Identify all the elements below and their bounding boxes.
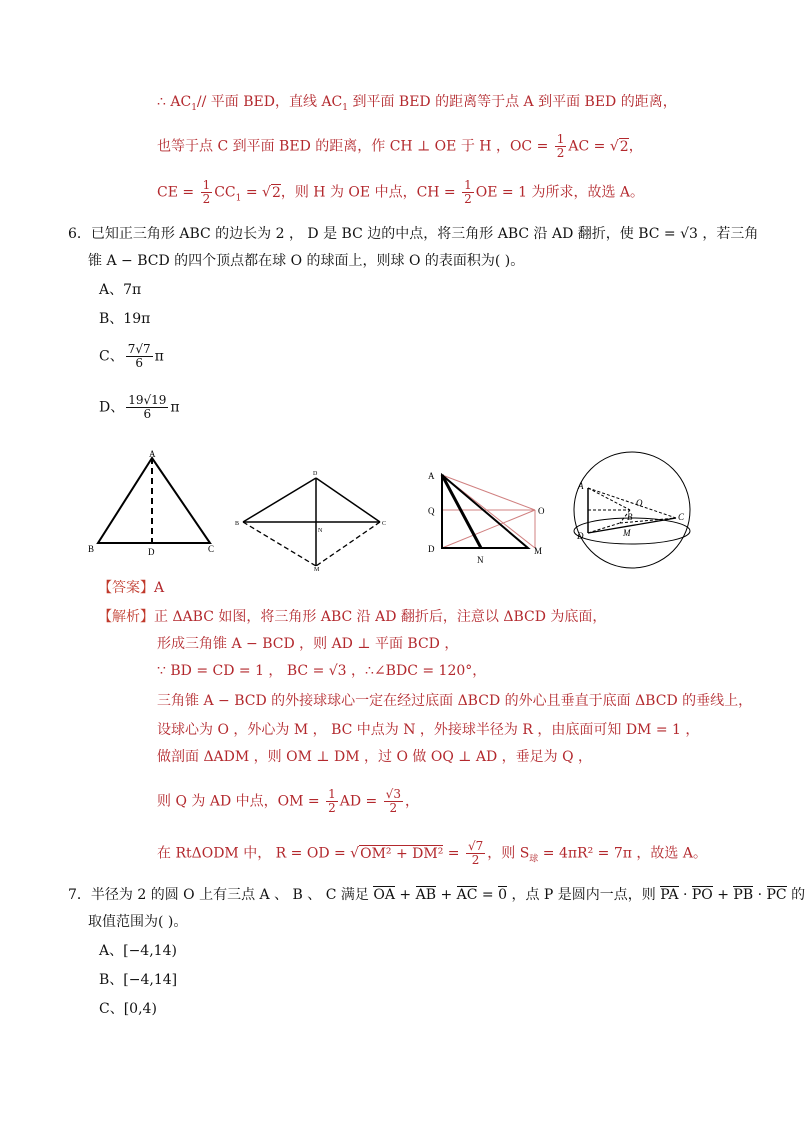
solution-line-2: 也等于点 C 到平面 BED 的距离，作 CH ⊥ OE 于 H ，OC = $\frac{1}{2}$ AC = √2，	[157, 132, 643, 160]
solution-line-3: CE = $\frac{1}{2}$ $CC_1 = √2$，则 H 为 OE 中点，CH = $\frac{1}{2}$ OE = 1 为所求，故选 A。	[157, 178, 645, 206]
fig2-label-c: C	[382, 521, 387, 527]
fig3-label-o: O	[538, 506, 545, 516]
q6-stem-line-1: 6．已知正三角形 ABC 的边长为 2 ， D 是 BC 边的中点，将三角形 ABC 沿 AD 翻折，使 BC = √3 ，若三角	[68, 226, 759, 242]
fig3-label-n: N	[477, 555, 484, 565]
fig4-label-a: A	[578, 481, 584, 491]
q7-stem-line-2: 取值范围为( )。	[88, 914, 188, 930]
fig1-label-a: A	[149, 449, 156, 459]
fig3-label-d: D	[428, 544, 435, 554]
figure-3-section	[428, 471, 545, 565]
q6-option-a: A、7π	[99, 282, 142, 298]
figure-1-triangle	[88, 449, 214, 557]
q6-analysis-2: 形成三角锥 A − BCD ，则 AD ⊥ 平面 BCD ，	[157, 636, 459, 652]
q7-option-c: C、[0,4)	[99, 1001, 157, 1017]
figure-4-sphere	[574, 452, 690, 568]
q6-figures	[80, 448, 720, 573]
q6-analysis-8: 在 RtΔODM 中， R = OD = √OM² + DM² = $\frac{√7}{2}$ ，则 $S_球 = 4\pi R^2 = 7\pi$ ，故选 A。	[157, 839, 707, 867]
fig1-label-d: D	[148, 547, 155, 557]
q6-option-b: B、19π	[99, 311, 151, 327]
fig3-label-a: A	[428, 471, 435, 481]
fig3-label-q: Q	[428, 506, 435, 516]
fig2-label-b: B	[235, 521, 240, 527]
fig2-label-m: M	[314, 567, 320, 573]
q6-analysis-6: 做剖面 ΔADM ，则 OM ⊥ DM ，过 O 做 OQ ⊥ AD ，垂足为 Q ，	[157, 749, 593, 765]
q7-stem-line-1: 7．半径为 2 的圆 O 上有三点 A 、 B 、 C 满足 OA + AB + AC = 0 ，点 P 是圆内一点，则 PA · PO + PB · PC 的	[68, 887, 805, 903]
fig4-label-m: M	[623, 528, 631, 538]
fig4-label-b: B	[627, 512, 633, 522]
q6-analysis-3: ∵ BD = CD = 1 ， BC = √3 ，∴∠BDC = 120°，	[157, 663, 487, 679]
q7-option-a: A、[−4,14)	[99, 943, 177, 959]
fig4-label-o: O	[636, 498, 643, 508]
q6-stem-line-2: 锥 A − BCD 的四个顶点都在球 O 的球面上，则球 O 的表面积为( )。	[88, 253, 525, 269]
fig4-label-c: C	[678, 512, 685, 522]
fig2-label-n: N	[318, 528, 323, 534]
fig1-label-b: B	[88, 544, 95, 554]
q6-analysis-1: 【解析】正 ΔABC 如图，将三角形 ABC 沿 AD 翻折后，注意以 ΔBCD 为底面，	[98, 609, 607, 625]
q6-analysis-7: 则 Q 为 AD 中点，OM = $\frac{1}{2}$ AD = $\frac{√3}{2}$ ，	[157, 787, 419, 815]
figure-2-rhombus	[235, 471, 386, 573]
q7-option-b: B、[−4,14]	[99, 972, 178, 988]
fig1-label-c: C	[208, 544, 215, 554]
solution-line-1: ∴ $AC_1//$ 平面 BED，直线 $AC_1$ 到平面 BED 的距离等于点 A 到平面 BED 的距离，	[157, 94, 677, 113]
q6-analysis-5: 设球心为 O ，外心为 M ， BC 中点为 N ，外接球半径为 R ，由底面可知 DM = 1 ，	[157, 722, 700, 738]
fig2-label-d: D	[313, 471, 318, 477]
q6-option-d: D、 $\frac{19√19}{6}$ π	[99, 393, 180, 421]
q6-option-c: C、 $\frac{7√7}{6}$ π	[99, 342, 164, 370]
fig4-label-d: D	[577, 531, 584, 541]
q6-answer: 【答案】A	[98, 580, 165, 596]
q6-analysis-4: 三角锥 A − BCD 的外接球球心一定在经过底面 ΔBCD 的外心且垂直于底面 ΔBCD 的垂线上，	[157, 693, 753, 709]
fig3-label-m: M	[534, 546, 543, 556]
